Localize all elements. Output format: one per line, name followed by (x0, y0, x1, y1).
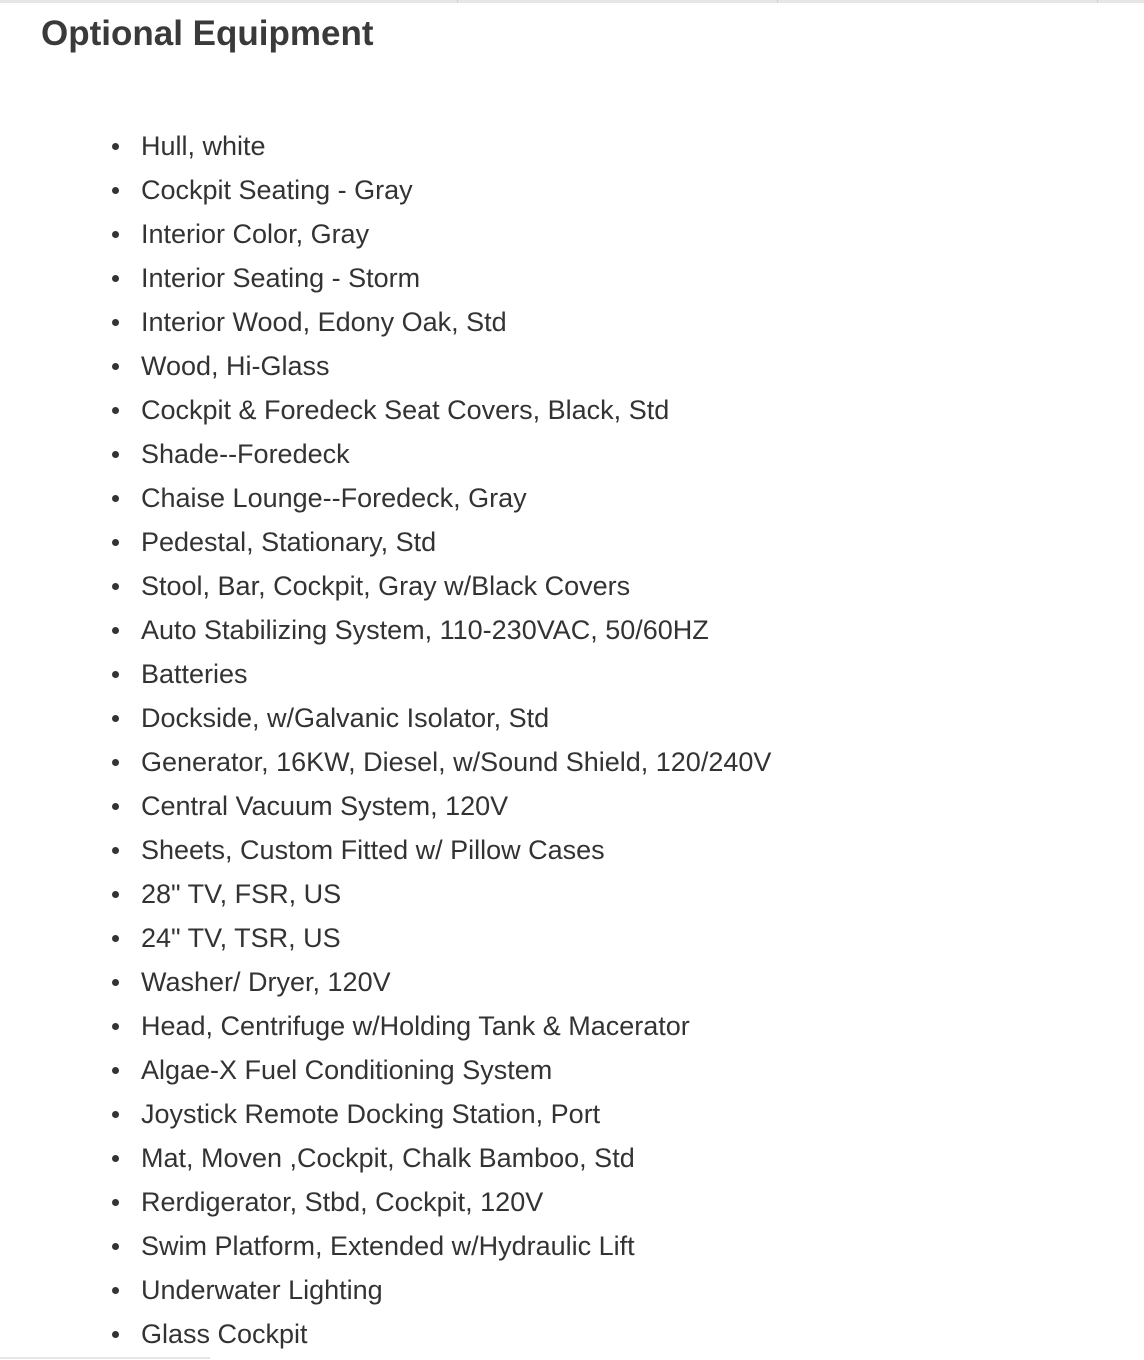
bullet-icon (112, 1111, 119, 1118)
list-item (0, 916, 771, 960)
list-item (0, 608, 771, 652)
list-item (0, 1048, 771, 1092)
list-item (0, 256, 771, 300)
bullet-icon (112, 187, 119, 194)
list-item (0, 1004, 771, 1048)
list-item-label: Sheets, Custom Fitted w/ Pillow Cases (141, 835, 605, 865)
bullet-icon (112, 627, 119, 634)
bullet-icon (112, 143, 119, 150)
bullet-icon (112, 451, 119, 458)
list-item (0, 212, 771, 256)
bullet-icon (112, 1155, 119, 1162)
list-item (0, 1312, 771, 1356)
bullet-icon (112, 495, 119, 502)
list-item-label: Cockpit Seating - Gray (141, 175, 413, 205)
list-item (0, 828, 771, 872)
list-item (0, 432, 771, 476)
bullet-icon (112, 979, 119, 986)
bullet-icon (112, 935, 119, 942)
top-divider-tick (1097, 0, 1098, 3)
bottom-divider (0, 1357, 210, 1359)
list-item (0, 520, 771, 564)
top-divider-tick (457, 0, 458, 3)
list-item (0, 564, 771, 608)
bullet-icon (112, 671, 119, 678)
bullet-icon (112, 319, 119, 326)
list-item (0, 696, 771, 740)
equipment-list (0, 124, 771, 1356)
list-item (0, 960, 771, 1004)
top-divider (0, 0, 1144, 3)
list-item-label: Interior Wood, Edony Oak, Std (141, 307, 507, 337)
bullet-icon (112, 1287, 119, 1294)
list-item (0, 1268, 771, 1312)
bullet-icon (112, 1199, 119, 1206)
list-item-label: Generator, 16KW, Diesel, w/Sound Shield, 120/240V (141, 747, 772, 777)
list-item-label: 24" TV, TSR, US (141, 923, 341, 953)
list-item-label: Washer/ Dryer, 120V (141, 967, 391, 997)
list-item-label: Central Vacuum System, 120V (141, 791, 509, 821)
bullet-icon (112, 231, 119, 238)
list-item-label: Wood, Hi-Glass (141, 351, 330, 381)
bullet-icon (112, 1243, 119, 1250)
bullet-icon (112, 1331, 119, 1338)
list-item-label: Shade--Foredeck (141, 439, 350, 469)
bullet-icon (112, 583, 119, 590)
list-item (0, 168, 771, 212)
list-item (0, 300, 771, 344)
list-item (0, 476, 771, 520)
list-item-label: Auto Stabilizing System, 110-230VAC, 50/60HZ (141, 615, 709, 645)
list-item-label: Interior Seating - Storm (141, 263, 421, 293)
list-item-label: 28" TV, FSR, US (141, 879, 342, 909)
list-item (0, 1180, 771, 1224)
list-item-label: Glass Cockpit (141, 1319, 308, 1349)
list-item (0, 1224, 771, 1268)
list-item (0, 740, 771, 784)
bullet-icon (112, 275, 119, 282)
list-item (0, 124, 771, 168)
bullet-icon (112, 891, 119, 898)
list-item (0, 872, 771, 916)
list-item-label: Rerdigerator, Stbd, Cockpit, 120V (141, 1187, 544, 1217)
list-item-label: Cockpit & Foredeck Seat Covers, Black, Std (141, 395, 670, 425)
list-item-label: Joystick Remote Docking Station, Port (141, 1099, 601, 1129)
list-item-label: Dockside, w/Galvanic Isolator, Std (141, 703, 550, 733)
list-item-label: Stool, Bar, Cockpit, Gray w/Black Covers (141, 571, 631, 601)
bullet-icon (112, 539, 119, 546)
list-item-label: Underwater Lighting (141, 1275, 383, 1305)
list-item (0, 344, 771, 388)
list-item-label: Mat, Moven ,Cockpit, Chalk Bamboo, Std (141, 1143, 635, 1173)
bullet-icon (112, 759, 119, 766)
section-title: Optional Equipment (41, 14, 374, 53)
list-item (0, 784, 771, 828)
list-item (0, 1092, 771, 1136)
bullet-icon (112, 1023, 119, 1030)
list-item-label: Head, Centrifuge w/Holding Tank & Macerator (141, 1011, 690, 1041)
list-item-label: Hull, white (141, 131, 266, 161)
list-item (0, 1136, 771, 1180)
list-item-label: Interior Color, Gray (141, 219, 370, 249)
list-item (0, 388, 771, 432)
bullet-icon (112, 803, 119, 810)
bullet-icon (112, 407, 119, 414)
list-item-label: Pedestal, Stationary, Std (141, 527, 437, 557)
list-item-label: Chaise Lounge--Foredeck, Gray (141, 483, 527, 513)
bullet-icon (112, 363, 119, 370)
list-item-label: Batteries (141, 659, 248, 689)
list-item-label: Algae-X Fuel Conditioning System (141, 1055, 553, 1085)
list-item-label: Swim Platform, Extended w/Hydraulic Lift (141, 1231, 635, 1261)
list-item (0, 652, 771, 696)
bullet-icon (112, 847, 119, 854)
top-divider-tick (777, 0, 778, 3)
bullet-icon (112, 715, 119, 722)
bullet-icon (112, 1067, 119, 1074)
